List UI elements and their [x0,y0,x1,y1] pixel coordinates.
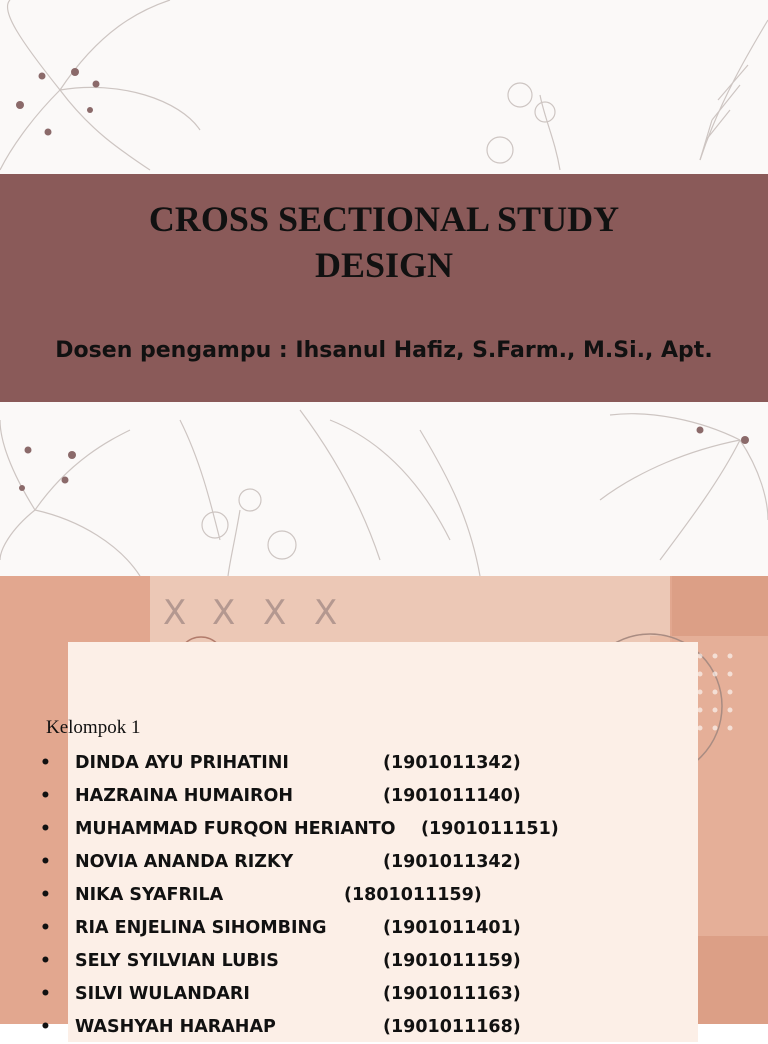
member-name: DINDA AYU PRIHATINI [75,753,289,773]
bullet-icon: • [40,951,51,971]
member-nim: (1901011151) [421,819,559,839]
member-nim: (1801011159) [344,885,482,905]
member-nim: (1901011401) [383,918,521,938]
list-item [40,813,680,846]
slide-title-line-2: DESIGN [314,245,454,285]
list-item [40,879,680,912]
member-nim: (1901011342) [383,852,521,872]
x-mark: X [314,593,338,633]
member-name: NIKA SYAFRILA [75,885,224,905]
bullet-icon: • [40,819,51,839]
list-item [40,1011,680,1044]
member-name: NOVIA ANANDA RIZKY [75,852,294,872]
bullet-icon: • [40,984,51,1004]
list-item [40,978,680,1011]
member-name: SELY SYILVIAN LUBIS [75,951,279,971]
list-item [40,945,680,978]
list-item [40,846,680,879]
bullet-icon: • [40,885,51,905]
member-name: RIA ENJELINA SIHOMBING [75,918,327,938]
member-list [40,747,680,1044]
member-name: MUHAMMAD FURQON HERIANTO [75,819,396,839]
bullet-icon: • [40,918,51,938]
slide-title [0,196,768,288]
x-mark: X [263,593,287,633]
x-mark: X [212,593,236,633]
member-nim: (1901011163) [383,984,521,1004]
bullet-icon: • [40,753,51,773]
list-item [40,747,680,780]
member-name: HAZRAINA HUMAIROH [75,786,294,806]
bullet-icon: • [40,1017,51,1037]
member-nim: (1901011168) [383,1017,521,1037]
member-name: WASHYAH HARAHAP [75,1017,276,1037]
bullet-icon: • [40,852,51,872]
member-nim: (1901011159) [383,951,521,971]
member-nim: (1901011342) [383,753,521,773]
x-mark: X [163,593,187,633]
member-nim: (1901011140) [383,786,521,806]
lecturer-subtitle: Dosen pengampu : Ihsanul Hafiz, S.Farm., M.Si., Apt. [55,338,713,363]
list-item [40,780,680,813]
list-item [40,912,680,945]
group-label: Kelompok 1 [46,717,141,738]
bullet-icon: • [40,786,51,806]
slide-title-line-1: CROSS SECTIONAL STUDY [148,199,620,239]
member-name: SILVI WULANDARI [75,984,250,1004]
